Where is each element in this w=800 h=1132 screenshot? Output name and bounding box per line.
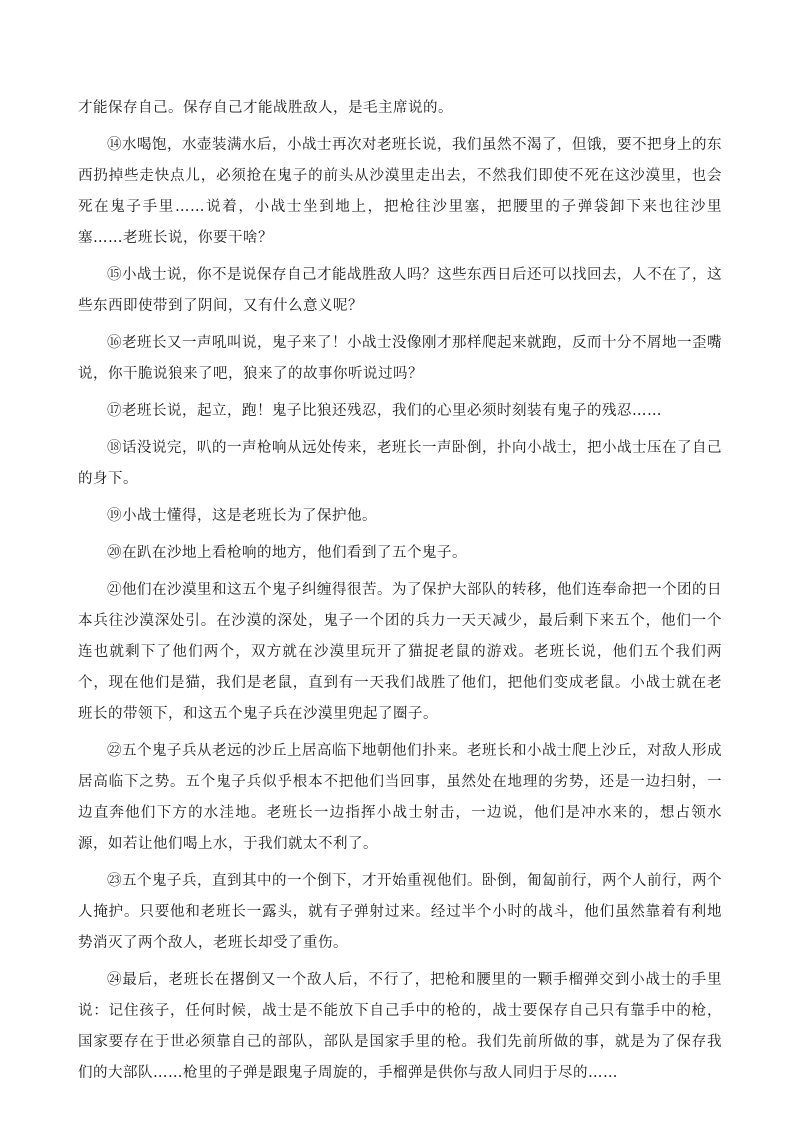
paragraph-15: ⑮小战士说，你不是说保存自己才能战胜敌人吗？这些东西日后还可以找回去，人不在了，这些东西即使带到了阴间，又有什么意义呢？ <box>78 267 722 314</box>
paragraph-22: ㉒五个鬼子兵从老远的沙丘上居高临下地朝他们扑来。老班长和小战士爬上沙丘，对敌人形成居高临下之势。五个鬼子兵似乎根本不把他们当回事，虽然处在地理的劣势，还是一边扫射，一边直奔他们下方的水洼地。老班长一边指挥小战士射击，一边说，他们是冲水来的，想占领水源，如若让他们喝上水，于我们就太不利了。 <box>78 743 722 852</box>
paragraph-20: ⑳在趴在沙地上看枪响的地方，他们看到了五个鬼子。 <box>107 545 467 561</box>
paragraph-23: ㉓五个鬼子兵，直到其中的一个倒下，才开始重视他们。卧倒，匍匐前行，两个人前行，两个人掩护。只要他和老班长一露头，就有子弹射过来。经过半个小时的战斗，他们虽然靠着有利地势消灭了两个敌人，老班长却受了重伤。 <box>78 873 722 951</box>
paragraph-14: ⑭水喝饱，水壶装满水后，小战士再次对老班长说，我们虽然不渴了，但饿，要不把身上的东西扔掉些走快点儿，必须抢在鬼子的前头从沙漠里走出去，不然我们即使不死在这沙漠里，也会死在鬼子手里……说着，小战士坐到地上，把枪往沙里塞，把腰里的子弹袋卸下来也往沙里塞……老班长说，你要干啥？ <box>78 137 722 246</box>
paragraph-24: ㉔最后，老班长在撂倒又一个敌人后，不行了，把枪和腰里的一颗手榴弹交到小战士的手里说：记住孩子，任何时候，战士是不能放下自己手中的枪的，战士要保存自己只有靠手中的枪，国家要存在于世必须靠自己的部队，部队是国家手里的枪。我们先前所做的事，就是为了保存我们的大部队……枪里的子弹是跟鬼子周旋的，手榴弹是供你与敌人同归于尽的…… <box>78 972 722 1081</box>
paragraph-16: ⑯老班长又一声吼叫说，鬼子来了！小战士没像刚才那样爬起来就跑，反而十分不屑地一歪嘴说，你干脆说狼来了吧，狼来了的故事你听说过吗？ <box>78 335 722 382</box>
paragraph-17: ⑰老班长说，起立，跑！鬼子比狼还残忍，我们的心里必须时刻装有鬼子的残忍…… <box>107 403 662 419</box>
paragraph-18: ⑱话没说完，叭的一声枪响从远处传来，老班长一声卧倒，扑向小战士，把小战士压在了自己的身下。 <box>78 440 722 487</box>
paragraph-21: ㉑他们在沙漠里和这五个鬼子纠缠得很苦。为了保护大部队的转移，他们连奉命把一个团的日本兵往沙漠深处引。在沙漠的深处，鬼子一个团的兵力一天天减少，最后剩下来五个，他们一个连也就剩下了他们两个，双方就在沙漠里玩开了猫捉老鼠的游戏。老班长说，他们五个我们两个，现在他们是猫，我们是老鼠，直到有一天我们战胜了他们，把他们变成老鼠。小战士就在老班长的带领下，和这五个鬼子兵在沙漠里兜起了圈子。 <box>78 582 722 722</box>
paragraph-19: ⑲小战士懂得，这是老班长为了保护他。 <box>107 508 377 524</box>
paragraph-continuation: 才能保存自己。保存自己才能战胜敌人，是毛主席说的。 <box>78 100 453 116</box>
article-body <box>78 93 722 1095</box>
